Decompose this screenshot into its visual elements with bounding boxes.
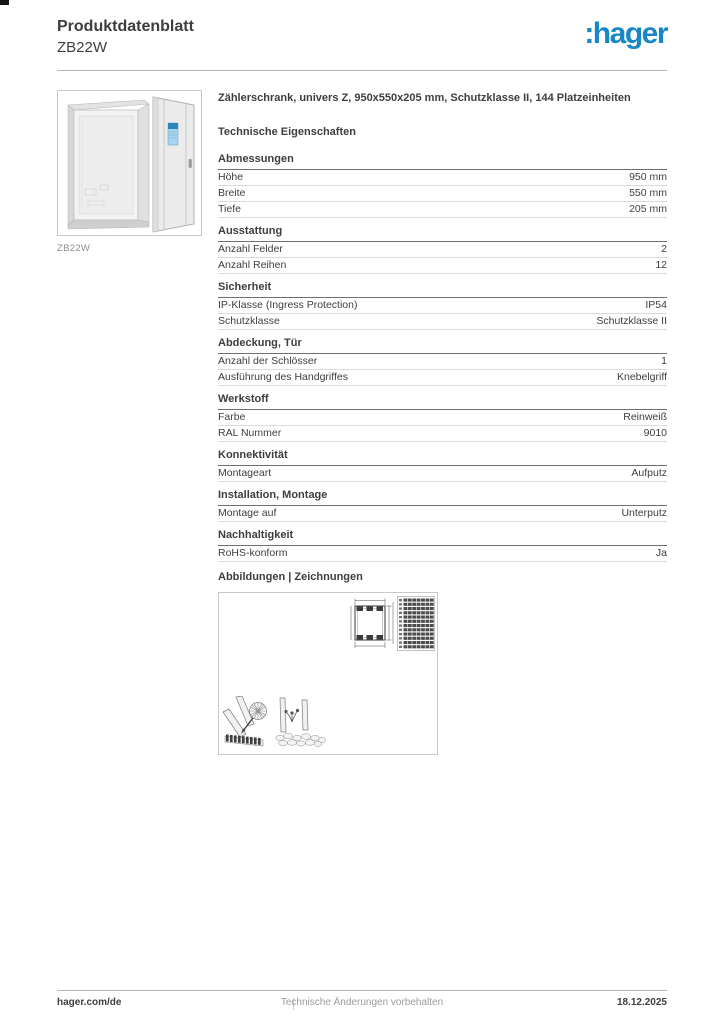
spec-row [218,426,667,442]
scan-corner-mark [0,0,9,5]
door-label-sticker [168,123,178,145]
spec-row [218,354,667,370]
dimension-drawing-icon [349,596,395,651]
footer-website-link[interactable]: hager.com/de [57,997,122,1008]
spec-value: 9010 [643,427,667,440]
spec-value: 1 [661,355,667,368]
spec-value: 205 mm [629,203,667,216]
hager-logo: :hager [584,17,667,50]
technical-drawings [349,596,435,651]
spec-label: Höhe [218,171,244,184]
drawings-box [218,592,438,755]
product-image-column [57,90,202,254]
spec-section-3 [218,337,667,386]
product-image-frame [57,90,202,236]
spec-section-1 [218,225,667,274]
spec-label: Tiefe [218,203,241,216]
spec-value: IP54 [645,299,667,312]
spec-sections [218,153,667,562]
spec-section-7 [218,529,667,562]
spec-row [218,258,667,274]
spec-row [218,314,667,330]
module-grid-drawing-icon [397,596,435,651]
header-product-code: ZB22W [57,38,108,56]
spec-value: Aufputz [631,467,667,480]
spec-section-4 [218,393,667,442]
cable-sealing-illustration-icon [276,698,326,746]
tech-properties-heading: Technische Eigenschaften [218,126,356,139]
spec-section-title: Installation, Montage [218,489,667,506]
cable-entry-illustrations-icon [222,696,326,748]
spec-row [218,170,667,186]
spec-value: Unterputz [621,507,667,520]
page-footer [57,997,667,1013]
footer-date: 18.12.2025 [616,997,667,1008]
spec-section-5 [218,449,667,482]
product-title: Zählerschrank, univers Z, 950x550x205 mm, Schutzklasse II, 144 Platzeinheiten [218,92,631,104]
spec-row [218,202,667,218]
spec-row [218,410,667,426]
spec-value: Ja [655,547,667,560]
spec-value: 2 [661,243,667,256]
spec-row [218,546,667,562]
spec-row [218,466,667,482]
spec-row [218,186,667,202]
drawings-heading: Abbildungen | Zeichnungen [218,571,363,584]
spec-value: Reinweiß [623,411,667,424]
spec-label: RoHS-konform [218,547,288,560]
spec-value: Schutzklasse II [596,315,667,328]
footer-legal-notice: Technische Änderungen vorbehalten [280,997,444,1008]
spec-section-title: Abmessungen [218,153,667,170]
spec-label: Anzahl der Schlösser [218,355,318,368]
spec-value: Knebelgriff [616,371,667,384]
spec-label: Montage auf [218,507,277,520]
spec-section-title: Abdeckung, Tür [218,337,667,354]
product-photo-meter-cabinet [58,91,201,235]
spec-section-title: Konnektivität [218,449,667,466]
spec-value: 550 mm [629,187,667,200]
spec-row [218,242,667,258]
spec-value: 12 [655,259,667,272]
spec-section-0 [218,153,667,218]
spec-row [218,506,667,522]
page-header [57,17,667,57]
spec-label: Schutzklasse [218,315,280,328]
spec-column [218,91,667,755]
spec-section-title: Werkstoff [218,393,667,410]
spec-section-6 [218,489,667,522]
door-handle [189,159,192,168]
document-type-title: Produktdatenblatt [57,18,194,35]
spec-value: 950 mm [629,171,667,184]
spec-section-title: Sicherheit [218,281,667,298]
product-image-caption: ZB22W [57,243,91,254]
spec-label: Montageart [218,467,272,480]
header-divider [57,70,667,71]
cable-entry-brush-illustration-icon [223,696,267,746]
spec-section-title: Nachhaltigkeit [218,529,667,546]
spec-label: Anzahl Felder [218,243,283,256]
spec-row [218,370,667,386]
spec-label: Ausführung des Handgriffes [218,371,348,384]
installation-illustrations [222,696,326,753]
spec-label: Breite [218,187,246,200]
spec-section-2 [218,281,667,330]
spec-label: Anzahl Reihen [218,259,287,272]
spec-label: IP-Klasse (Ingress Protection) [218,299,358,312]
footer-divider-line [57,990,667,991]
spec-label: Farbe [218,411,246,424]
spec-label: RAL Nummer [218,427,282,440]
spec-section-title: Ausstattung [218,225,667,242]
spec-row [218,298,667,314]
